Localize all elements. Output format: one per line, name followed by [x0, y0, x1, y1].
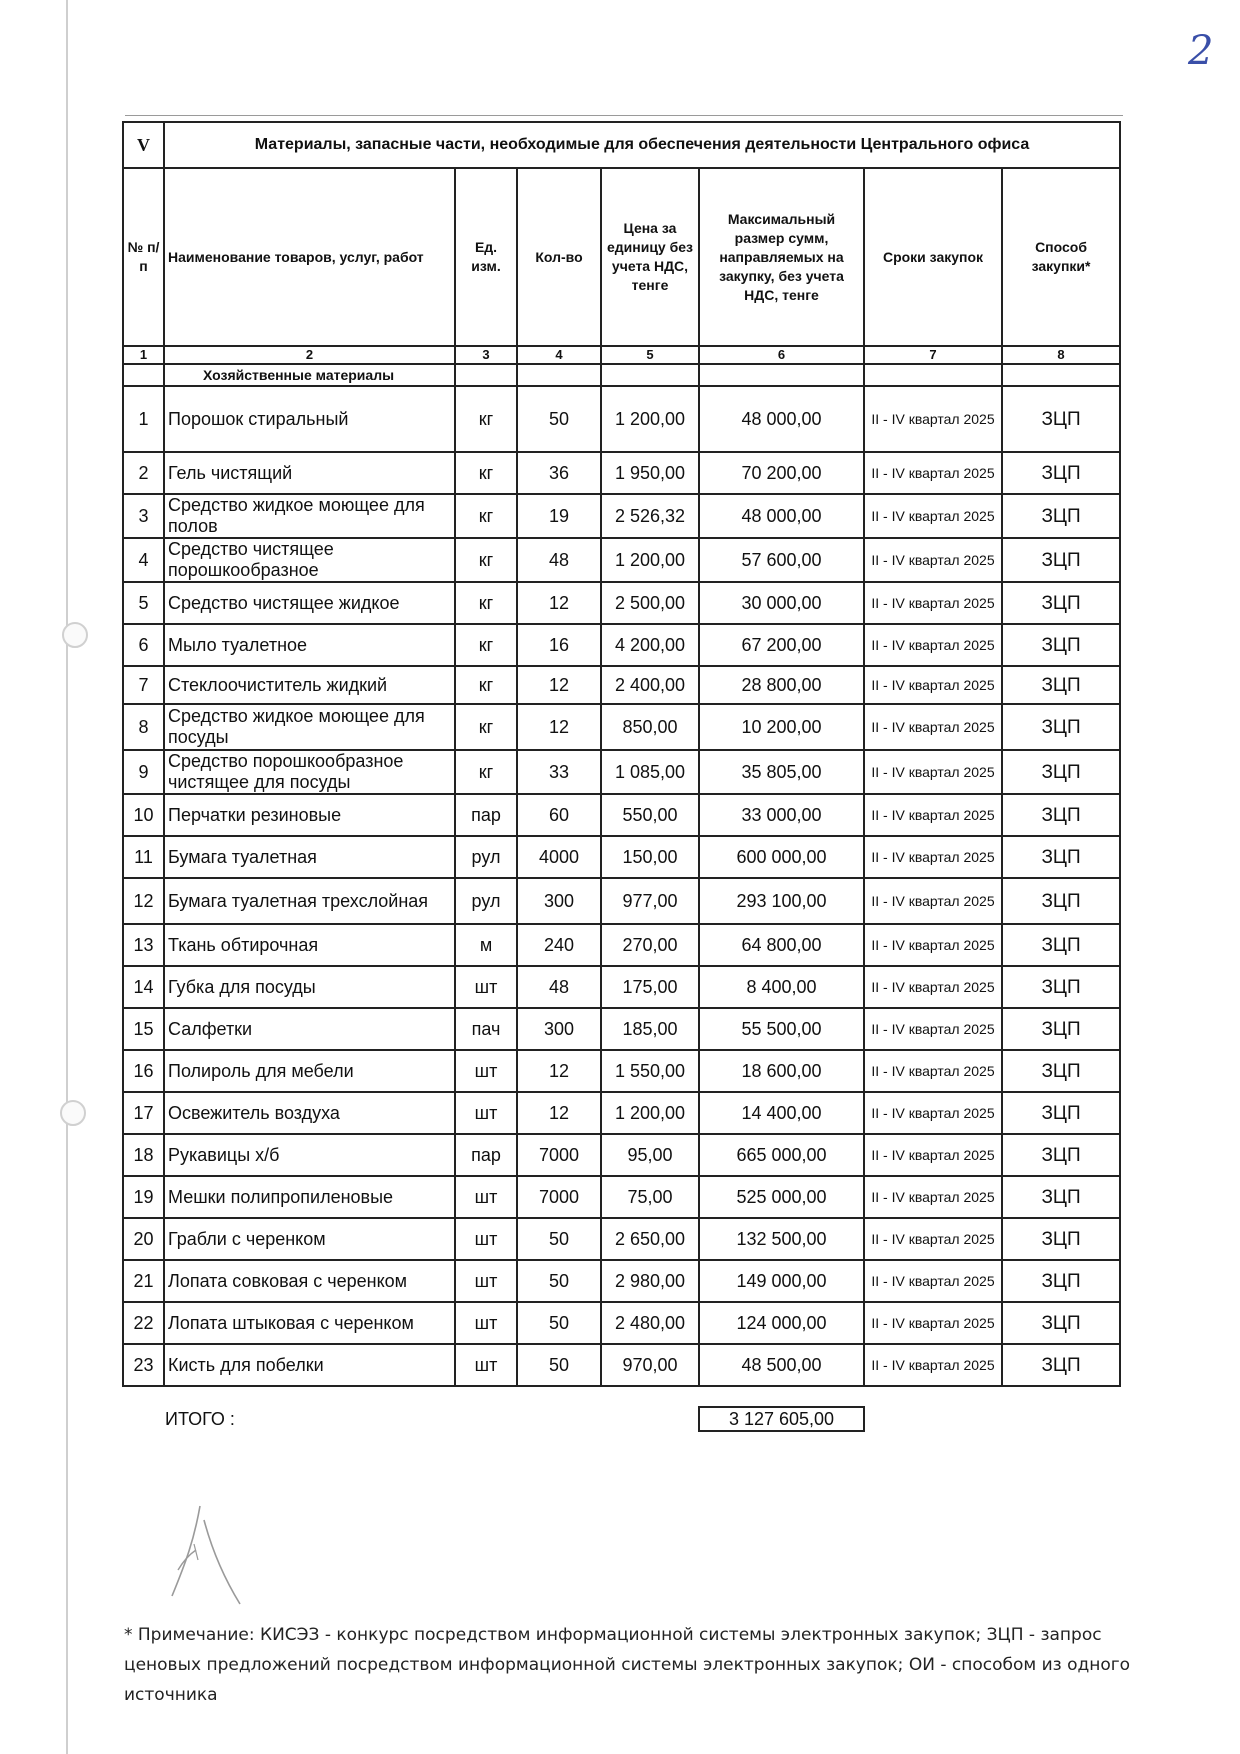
column-number: 1 [123, 346, 164, 364]
header-period: Сроки закупок [864, 168, 1002, 346]
cell-no: 16 [123, 1050, 164, 1092]
table-row [123, 624, 1120, 666]
category-empty-cell [455, 364, 517, 386]
cell-unit: кг [455, 494, 517, 538]
cell-method: ЗЦП [1002, 538, 1120, 582]
cell-unit: шт [455, 1260, 517, 1302]
cell-unit: кг [455, 704, 517, 750]
cell-qty: 7000 [517, 1134, 601, 1176]
cell-unit: шт [455, 1176, 517, 1218]
cell-sum: 18 600,00 [699, 1050, 864, 1092]
header-price: Цена за единицу без учета НДС, тенге [601, 168, 699, 346]
cell-period: II - IV квартал 2025 [864, 1092, 1002, 1134]
cell-period: II - IV квартал 2025 [864, 582, 1002, 624]
cell-sum: 30 000,00 [699, 582, 864, 624]
cell-name: Полироль для мебели [164, 1050, 455, 1092]
cell-no: 1 [123, 386, 164, 452]
cell-no: 20 [123, 1218, 164, 1260]
cell-qty: 12 [517, 1092, 601, 1134]
table-row [123, 704, 1120, 750]
cell-name: Ткань обтирочная [164, 924, 455, 966]
cell-method: ЗЦП [1002, 666, 1120, 704]
category-empty-cell [699, 364, 864, 386]
cell-unit: кг [455, 452, 517, 494]
cell-qty: 300 [517, 1008, 601, 1050]
table-row [123, 750, 1120, 794]
cell-unit: м [455, 924, 517, 966]
footnote: * Примечание: КИСЭЗ - конкурс посредством информационной системы электронных закупок; ЗЦП - запрос ценовых предложений посредством информационной системы электронных закупок; ОИ - способом из одного источника [124, 1625, 1131, 1705]
cell-method: ЗЦП [1002, 1302, 1120, 1344]
cell-period: II - IV квартал 2025 [864, 666, 1002, 704]
cell-unit: пач [455, 1008, 517, 1050]
cell-name: Освежитель воздуха [164, 1092, 455, 1134]
cell-sum: 293 100,00 [699, 878, 864, 924]
cell-period: II - IV квартал 2025 [864, 1176, 1002, 1218]
top-rule [125, 115, 1123, 116]
cell-method: ЗЦП [1002, 1260, 1120, 1302]
cell-method: ЗЦП [1002, 1176, 1120, 1218]
table-row [123, 836, 1120, 878]
cell-sum: 67 200,00 [699, 624, 864, 666]
table-row [123, 1302, 1120, 1344]
cell-method: ЗЦП [1002, 1134, 1120, 1176]
cell-period: II - IV квартал 2025 [864, 1344, 1002, 1386]
category-empty-cell [864, 364, 1002, 386]
table-row [123, 1008, 1120, 1050]
cell-qty: 300 [517, 878, 601, 924]
punch-hole [62, 622, 88, 648]
cell-sum: 48 000,00 [699, 386, 864, 452]
cell-period: II - IV квартал 2025 [864, 452, 1002, 494]
table-row [123, 924, 1120, 966]
cell-unit: кг [455, 386, 517, 452]
cell-qty: 19 [517, 494, 601, 538]
cell-price: 2 500,00 [601, 582, 699, 624]
cell-period: II - IV квартал 2025 [864, 1008, 1002, 1050]
cell-period: II - IV квартал 2025 [864, 836, 1002, 878]
cell-period: II - IV квартал 2025 [864, 966, 1002, 1008]
cell-price: 2 650,00 [601, 1218, 699, 1260]
cell-unit: шт [455, 1092, 517, 1134]
column-number: 8 [1002, 346, 1120, 364]
cell-sum: 14 400,00 [699, 1092, 864, 1134]
cell-unit: кг [455, 582, 517, 624]
cell-name: Средство жидкое моющее для посуды [164, 704, 455, 750]
cell-period: II - IV квартал 2025 [864, 538, 1002, 582]
cell-period: II - IV квартал 2025 [864, 1050, 1002, 1092]
cell-name: Порошок стиральный [164, 386, 455, 452]
total-value: 3 127 605,00 [698, 1406, 865, 1432]
cell-period: II - IV квартал 2025 [864, 1218, 1002, 1260]
table-row [123, 1218, 1120, 1260]
margin-line [66, 0, 68, 1754]
cell-qty: 50 [517, 1218, 601, 1260]
cell-price: 1 200,00 [601, 538, 699, 582]
section-number: V [123, 122, 164, 168]
cell-price: 1 200,00 [601, 1092, 699, 1134]
cell-method: ЗЦП [1002, 966, 1120, 1008]
category-label: Хозяйственные материалы [164, 364, 455, 386]
column-number: 7 [864, 346, 1002, 364]
cell-qty: 50 [517, 386, 601, 452]
cell-qty: 7000 [517, 1176, 601, 1218]
cell-period: II - IV квартал 2025 [864, 494, 1002, 538]
cell-qty: 4000 [517, 836, 601, 878]
cell-no: 17 [123, 1092, 164, 1134]
cell-no: 10 [123, 794, 164, 836]
cell-no: 4 [123, 538, 164, 582]
cell-no: 9 [123, 750, 164, 794]
cell-sum: 48 500,00 [699, 1344, 864, 1386]
cell-unit: кг [455, 750, 517, 794]
table-row [123, 582, 1120, 624]
cell-unit: шт [455, 1218, 517, 1260]
cell-price: 95,00 [601, 1134, 699, 1176]
cell-name: Перчатки резиновые [164, 794, 455, 836]
cell-price: 270,00 [601, 924, 699, 966]
cell-period: II - IV квартал 2025 [864, 1134, 1002, 1176]
column-number-row [123, 346, 1120, 364]
cell-sum: 8 400,00 [699, 966, 864, 1008]
cell-method: ЗЦП [1002, 878, 1120, 924]
handwritten-page-number: 2 [1188, 28, 1214, 74]
cell-price: 75,00 [601, 1176, 699, 1218]
cell-qty: 33 [517, 750, 601, 794]
cell-qty: 12 [517, 582, 601, 624]
cell-qty: 12 [517, 1050, 601, 1092]
cell-qty: 60 [517, 794, 601, 836]
cell-no: 5 [123, 582, 164, 624]
cell-price: 1 550,00 [601, 1050, 699, 1092]
cell-sum: 600 000,00 [699, 836, 864, 878]
cell-method: ЗЦП [1002, 582, 1120, 624]
category-row [123, 364, 1120, 386]
cell-price: 2 526,32 [601, 494, 699, 538]
table-row [123, 386, 1120, 452]
cell-no: 21 [123, 1260, 164, 1302]
table-row [123, 452, 1120, 494]
cell-method: ЗЦП [1002, 836, 1120, 878]
table-row [123, 966, 1120, 1008]
cell-qty: 12 [517, 704, 601, 750]
cell-method: ЗЦП [1002, 1218, 1120, 1260]
cell-period: II - IV квартал 2025 [864, 624, 1002, 666]
cell-no: 8 [123, 704, 164, 750]
cell-period: II - IV квартал 2025 [864, 1302, 1002, 1344]
cell-name: Бумага туалетная трехслойная [164, 878, 455, 924]
cell-no: 7 [123, 666, 164, 704]
header-no: № п/п [123, 168, 164, 346]
cell-name: Гель чистящий [164, 452, 455, 494]
cell-period: II - IV квартал 2025 [864, 704, 1002, 750]
cell-name: Мыло туалетное [164, 624, 455, 666]
cell-name: Грабли с черенком [164, 1218, 455, 1260]
header-qty: Кол-во [517, 168, 601, 346]
cell-name: Кисть для побелки [164, 1344, 455, 1386]
cell-method: ЗЦП [1002, 1008, 1120, 1050]
cell-unit: кг [455, 666, 517, 704]
cell-no: 12 [123, 878, 164, 924]
cell-name: Лопата совковая с черенком [164, 1260, 455, 1302]
table-row [123, 1092, 1120, 1134]
cell-sum: 64 800,00 [699, 924, 864, 966]
cell-sum: 132 500,00 [699, 1218, 864, 1260]
column-number: 4 [517, 346, 601, 364]
handwritten-signature [160, 1500, 270, 1610]
cell-no: 3 [123, 494, 164, 538]
header-name: Наименование товаров, услуг, работ [164, 168, 455, 346]
category-empty-cell [123, 364, 164, 386]
cell-no: 13 [123, 924, 164, 966]
cell-period: II - IV квартал 2025 [864, 750, 1002, 794]
cell-method: ЗЦП [1002, 386, 1120, 452]
cell-no: 6 [123, 624, 164, 666]
cell-price: 2 980,00 [601, 1260, 699, 1302]
column-number: 3 [455, 346, 517, 364]
cell-period: II - IV квартал 2025 [864, 878, 1002, 924]
cell-name: Средство чистящее порошкообразное [164, 538, 455, 582]
cell-period: II - IV квартал 2025 [864, 386, 1002, 452]
cell-unit: кг [455, 624, 517, 666]
cell-no: 18 [123, 1134, 164, 1176]
cell-qty: 48 [517, 538, 601, 582]
cell-qty: 36 [517, 452, 601, 494]
cell-no: 11 [123, 836, 164, 878]
cell-method: ЗЦП [1002, 624, 1120, 666]
cell-unit: шт [455, 1302, 517, 1344]
cell-sum: 149 000,00 [699, 1260, 864, 1302]
cell-sum: 70 200,00 [699, 452, 864, 494]
cell-sum: 10 200,00 [699, 704, 864, 750]
table-row [123, 1176, 1120, 1218]
cell-method: ЗЦП [1002, 494, 1120, 538]
cell-no: 22 [123, 1302, 164, 1344]
cell-qty: 240 [517, 924, 601, 966]
section-title: Материалы, запасные части, необходимые для обеспечения деятельности Центрального офиса [164, 122, 1120, 168]
cell-name: Салфетки [164, 1008, 455, 1050]
cell-unit: рул [455, 836, 517, 878]
cell-price: 2 480,00 [601, 1302, 699, 1344]
table-row [123, 794, 1120, 836]
table-row [123, 1344, 1120, 1386]
cell-method: ЗЦП [1002, 1344, 1120, 1386]
cell-method: ЗЦП [1002, 924, 1120, 966]
table-row [123, 666, 1120, 704]
cell-period: II - IV квартал 2025 [864, 924, 1002, 966]
header-method: Способ закупки* [1002, 168, 1120, 346]
cell-method: ЗЦП [1002, 452, 1120, 494]
cell-price: 850,00 [601, 704, 699, 750]
cell-price: 1 200,00 [601, 386, 699, 452]
cell-unit: шт [455, 1344, 517, 1386]
cell-sum: 33 000,00 [699, 794, 864, 836]
section-row [123, 122, 1120, 168]
cell-unit: шт [455, 966, 517, 1008]
cell-unit: пар [455, 794, 517, 836]
cell-qty: 50 [517, 1302, 601, 1344]
cell-sum: 57 600,00 [699, 538, 864, 582]
cell-qty: 50 [517, 1344, 601, 1386]
cell-name: Рукавицы х/б [164, 1134, 455, 1176]
cell-sum: 35 805,00 [699, 750, 864, 794]
column-number: 2 [164, 346, 455, 364]
procurement-table [122, 121, 1121, 1387]
total-label: ИТОГО : [165, 1409, 235, 1429]
cell-sum: 55 500,00 [699, 1008, 864, 1050]
cell-qty: 12 [517, 666, 601, 704]
cell-qty: 16 [517, 624, 601, 666]
cell-sum: 525 000,00 [699, 1176, 864, 1218]
cell-name: Губка для посуды [164, 966, 455, 1008]
category-empty-cell [517, 364, 601, 386]
column-number: 6 [699, 346, 864, 364]
cell-method: ЗЦП [1002, 750, 1120, 794]
cell-period: II - IV квартал 2025 [864, 1260, 1002, 1302]
cell-no: 19 [123, 1176, 164, 1218]
cell-qty: 48 [517, 966, 601, 1008]
cell-sum: 124 000,00 [699, 1302, 864, 1344]
cell-method: ЗЦП [1002, 794, 1120, 836]
column-number: 5 [601, 346, 699, 364]
cell-unit: пар [455, 1134, 517, 1176]
table-row [123, 494, 1120, 538]
cell-name: Средство чистящее жидкое [164, 582, 455, 624]
header-max-sum: Максимальный размер сумм, направляемых на закупку, без учета НДС, тенге [699, 168, 864, 346]
cell-price: 185,00 [601, 1008, 699, 1050]
cell-name: Стеклоочиститель жидкий [164, 666, 455, 704]
cell-no: 2 [123, 452, 164, 494]
cell-name: Бумага туалетная [164, 836, 455, 878]
cell-price: 175,00 [601, 966, 699, 1008]
total-row [122, 1406, 1119, 1432]
cell-sum: 665 000,00 [699, 1134, 864, 1176]
cell-price: 150,00 [601, 836, 699, 878]
cell-price: 1 950,00 [601, 452, 699, 494]
category-empty-cell [1002, 364, 1120, 386]
cell-name: Лопата штыковая с черенком [164, 1302, 455, 1344]
table-row [123, 878, 1120, 924]
category-empty-cell [601, 364, 699, 386]
cell-no: 23 [123, 1344, 164, 1386]
table-row [123, 1260, 1120, 1302]
table-row [123, 1050, 1120, 1092]
cell-unit: рул [455, 878, 517, 924]
cell-price: 4 200,00 [601, 624, 699, 666]
cell-name: Мешки полипропиленовые [164, 1176, 455, 1218]
cell-sum: 48 000,00 [699, 494, 864, 538]
cell-unit: шт [455, 1050, 517, 1092]
punch-hole [60, 1100, 86, 1126]
cell-sum: 28 800,00 [699, 666, 864, 704]
cell-method: ЗЦП [1002, 1092, 1120, 1134]
cell-no: 15 [123, 1008, 164, 1050]
cell-unit: кг [455, 538, 517, 582]
cell-period: II - IV квартал 2025 [864, 794, 1002, 836]
table-row [123, 538, 1120, 582]
cell-qty: 50 [517, 1260, 601, 1302]
header-row [123, 168, 1120, 346]
cell-name: Средство жидкое моющее для полов [164, 494, 455, 538]
cell-name: Средство порошкообразное чистящее для посуды [164, 750, 455, 794]
header-unit: Ед. изм. [455, 168, 517, 346]
table-row [123, 1134, 1120, 1176]
cell-price: 970,00 [601, 1344, 699, 1386]
cell-no: 14 [123, 966, 164, 1008]
cell-method: ЗЦП [1002, 1050, 1120, 1092]
cell-price: 1 085,00 [601, 750, 699, 794]
cell-price: 977,00 [601, 878, 699, 924]
cell-method: ЗЦП [1002, 704, 1120, 750]
cell-price: 550,00 [601, 794, 699, 836]
cell-price: 2 400,00 [601, 666, 699, 704]
